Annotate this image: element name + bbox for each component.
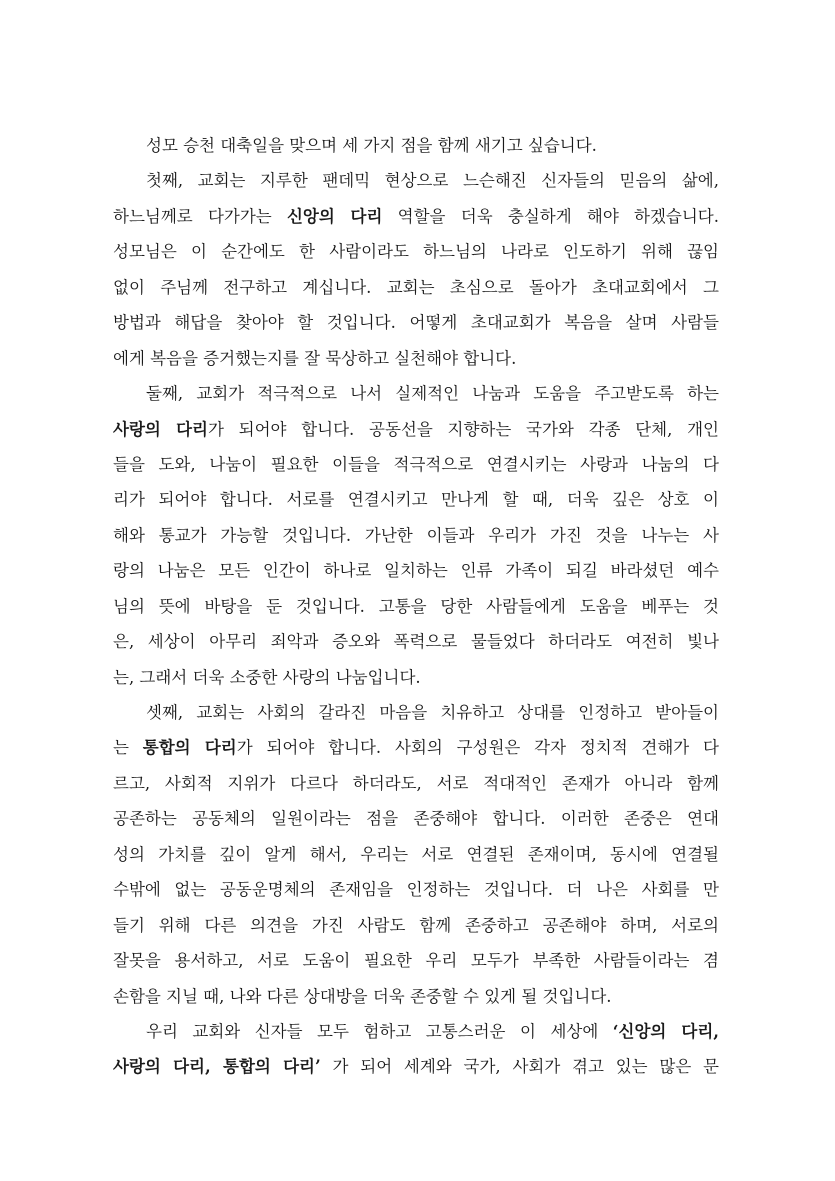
bold-phrase: 사랑의 다리, 통합의 다리’ — [113, 1057, 321, 1077]
text-span: 가 되어야 합니다. 사회의 구성원은 각자 정치적 견해가 다 — [236, 738, 719, 758]
text-line — [113, 837, 719, 872]
text-line — [113, 199, 719, 234]
text-line — [113, 163, 719, 198]
text-span: 는 — [113, 738, 143, 758]
text-span: 성의 가치를 깊이 알게 해서, 우리는 서로 연결된 존재이며, 동시에 연결될 — [113, 844, 719, 864]
text-line — [113, 872, 719, 907]
text-span: 는, 그래서 더욱 소중한 사랑의 나눔입니다. — [113, 667, 421, 687]
text-span: 은, 세상이 아무리 죄악과 증오와 폭력으로 물들었다 하더라도 여전히 빛나 — [113, 632, 719, 652]
text-span: 르고, 사회적 지위가 다르다 하더라도, 서로 적대적인 존재가 아니라 함께 — [113, 773, 719, 793]
text-line — [113, 128, 719, 163]
text-span: 역할을 더욱 충실하게 해야 하겠습니다. — [382, 206, 719, 226]
text-line — [113, 730, 719, 765]
text-line — [113, 305, 719, 340]
text-span: 셋째, 교회는 사회의 갈라진 마음을 치유하고 상대를 인정하고 받아들이 — [146, 703, 719, 722]
body-text — [113, 128, 719, 1085]
text-line — [113, 376, 719, 411]
text-line — [113, 447, 719, 482]
text-span: 성모 승천 대축일을 맞으며 세 가지 점을 함께 새기고 싶습니다. — [146, 136, 597, 155]
text-line — [113, 660, 719, 695]
text-line — [113, 553, 719, 588]
text-span: 우리 교회와 신자들 모두 험하고 고통스러운 이 세상에 — [146, 1021, 613, 1041]
text-span: 첫째, 교회는 지루한 팬데믹 현상으로 느슨해진 신자들의 믿음의 삶에, — [146, 171, 719, 191]
text-span: 가 되어 세계와 국가, 사회가 겪고 있는 많은 문 — [320, 1057, 719, 1077]
text-span: 해와 통교가 가능할 것입니다. 가난한 이들과 우리가 가진 것을 나누는 사 — [113, 525, 719, 545]
text-span: 하느님께로 다가가는 — [113, 206, 287, 226]
text-line — [113, 1014, 719, 1049]
text-span: 수밖에 없는 공동운명체의 존재임을 인정하는 것입니다. 더 나은 사회를 만 — [113, 880, 719, 900]
text-line — [113, 341, 719, 376]
text-line — [113, 482, 719, 517]
text-span: 랑의 나눔은 모든 인간이 하나로 일치하는 인류 가족이 되길 바라셨던 예수 — [113, 561, 719, 581]
text-line — [113, 1049, 719, 1084]
bold-phrase: ‘신앙의 다리, — [612, 1021, 719, 1041]
text-span: 둘째, 교회가 적극적으로 나서 실제적인 나눔과 도움을 주고받도록 하는 — [146, 384, 719, 404]
text-line — [113, 695, 719, 730]
bold-phrase: 통합의 다리 — [142, 738, 237, 758]
text-line — [113, 234, 719, 269]
text-line — [113, 908, 719, 943]
text-span: 없이 주님께 전구하고 계십니다. 교회는 초심으로 돌아가 초대교회에서 그 — [113, 277, 719, 297]
text-span: 성모님은 이 순간에도 한 사람이라도 하느님의 나라로 인도하기 위해 끊임 — [113, 242, 719, 262]
text-span: 방법과 해답을 찾아야 할 것입니다. 어떻게 초대교회가 복음을 살며 사람들 — [113, 313, 719, 333]
text-span: 님의 뜻에 바탕을 둔 것입니다. 고통을 당한 사람들에게 도움을 베푸는 것 — [113, 596, 719, 616]
bold-phrase: 사랑의 다리 — [113, 419, 208, 439]
text-span: 에게 복음을 증거했는지를 잘 묵상하고 실천해야 합니다. — [113, 348, 517, 368]
text-line — [113, 589, 719, 624]
text-span: 가 되어야 합니다. 공동선을 지향하는 국가와 각종 단체, 개인 — [207, 419, 719, 439]
text-span: 공존하는 공동체의 일원이라는 점을 존중해야 합니다. 이러한 존중은 연대 — [113, 809, 719, 829]
bold-phrase: 신앙의 다리 — [286, 206, 383, 226]
text-line — [113, 270, 719, 305]
text-span: 잘못을 용서하고, 서로 도움이 필요한 우리 모두가 부족한 사람들이라는 겸 — [113, 951, 719, 971]
text-line — [113, 943, 719, 978]
text-span: 들을 도와, 나눔이 필요한 이들을 적극적으로 연결시키는 사랑과 나눔의 다 — [113, 454, 719, 474]
text-line — [113, 979, 719, 1014]
text-span: 들기 위해 다른 의견을 가진 사람도 함께 존중하고 공존해야 하며, 서로의 — [113, 915, 719, 935]
text-line — [113, 801, 719, 836]
text-span: 손함을 지닐 때, 나와 다른 상대방을 더욱 존중할 수 있게 될 것입니다. — [113, 986, 612, 1006]
text-line — [113, 766, 719, 801]
text-line — [113, 412, 719, 447]
text-line — [113, 518, 719, 553]
text-span: 리가 되어야 합니다. 서로를 연결시키고 만나게 할 때, 더욱 깊은 상호 이 — [113, 490, 719, 510]
text-line — [113, 624, 719, 659]
